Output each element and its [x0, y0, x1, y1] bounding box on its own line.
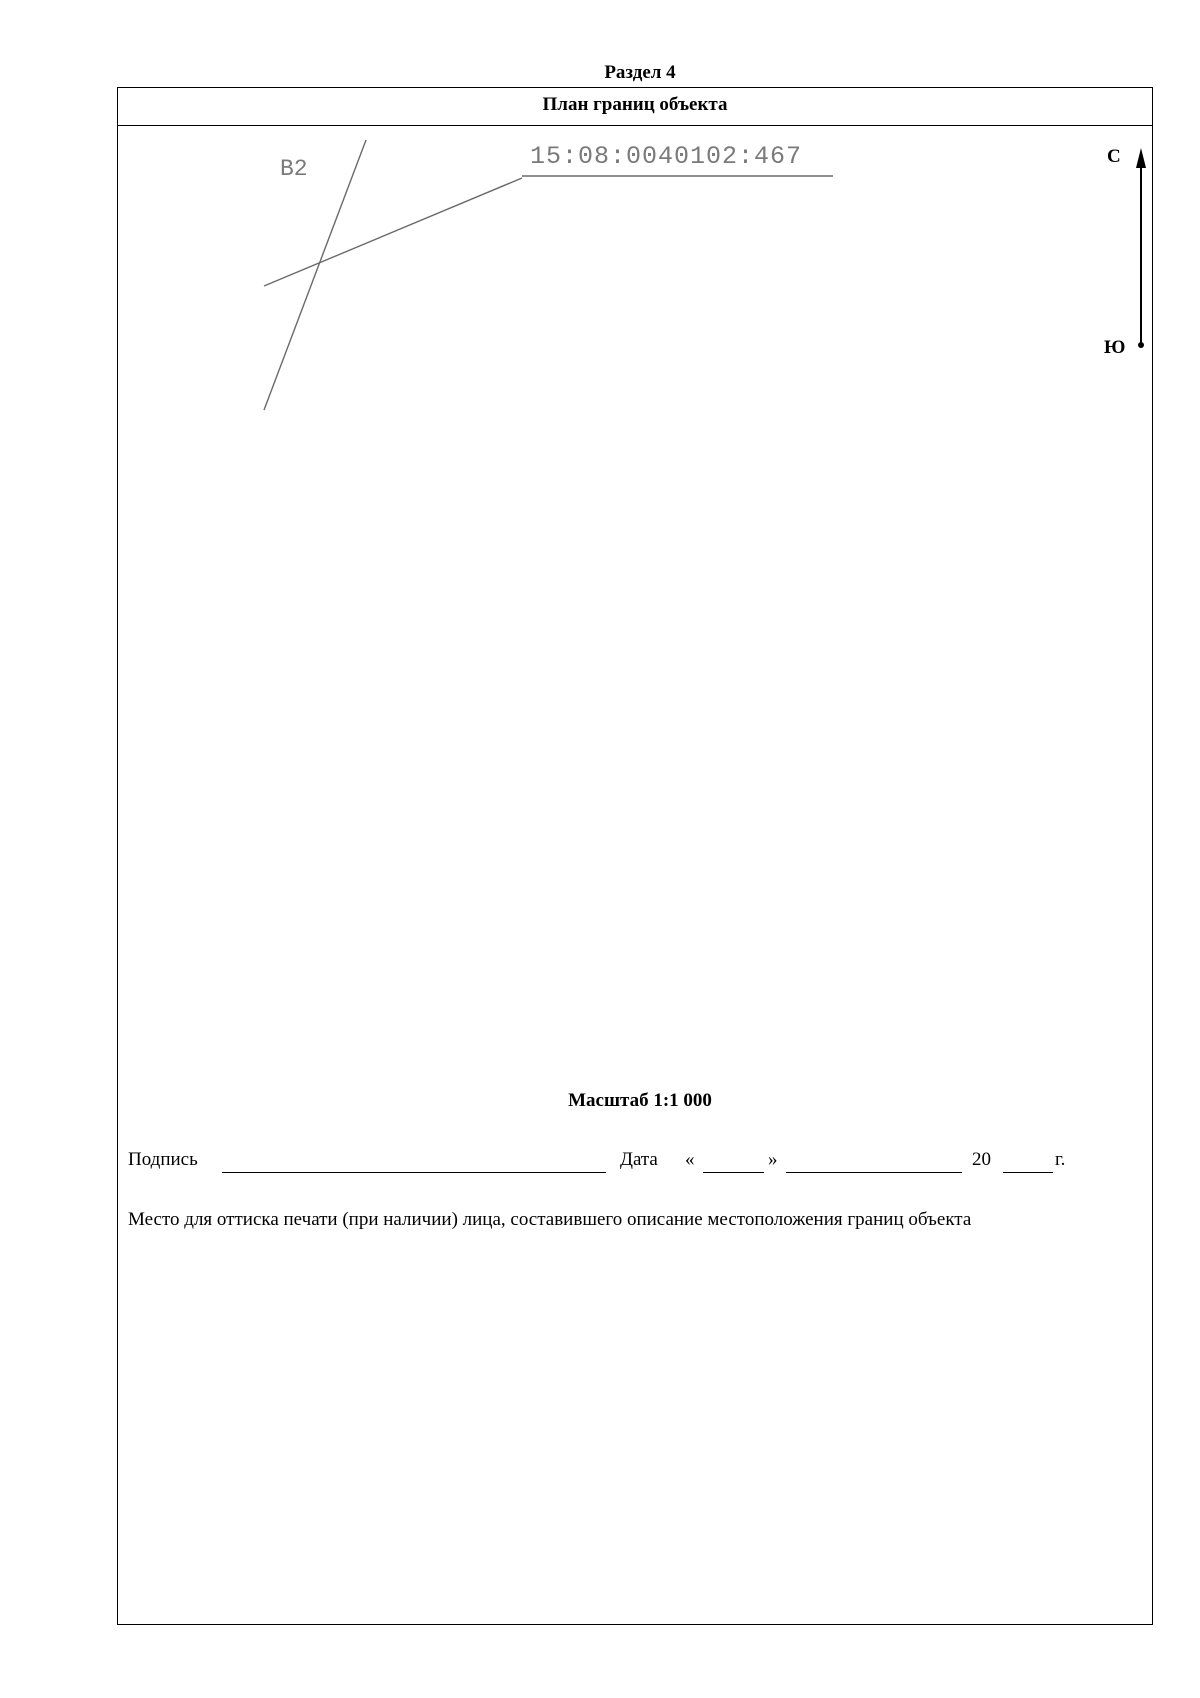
section-title: Раздел 4	[604, 62, 676, 83]
stamp-note: Место для оттиска печати (при наличии) лица, составившего описание местоположения границ объекта	[128, 1209, 972, 1230]
compass-south-label: Ю	[1104, 337, 1126, 358]
boundary-line-shallow	[264, 178, 522, 286]
cadastral-number-label: 15:08:0040102:467	[530, 142, 803, 171]
date-label: Дата	[620, 1149, 658, 1170]
quote-open: «	[685, 1149, 695, 1170]
scale-label: Масштаб 1:1 000	[568, 1090, 712, 1111]
date-year-line[interactable]	[1003, 1172, 1053, 1173]
signature-line[interactable]	[222, 1172, 606, 1173]
date-day-line[interactable]	[703, 1172, 764, 1173]
point-label: B2	[280, 156, 308, 182]
quote-close: »	[768, 1149, 778, 1170]
compass-north-label: С	[1107, 146, 1121, 167]
year-prefix: 20	[972, 1149, 991, 1170]
signature-label: Подпись	[128, 1149, 198, 1170]
south-dot-icon	[1138, 342, 1144, 348]
signature-row	[128, 1149, 1128, 1179]
date-month-line[interactable]	[786, 1172, 962, 1173]
year-suffix: г.	[1055, 1149, 1066, 1170]
plan-title: План границ объекта	[118, 88, 1152, 126]
north-arrowhead-icon	[1136, 148, 1146, 168]
